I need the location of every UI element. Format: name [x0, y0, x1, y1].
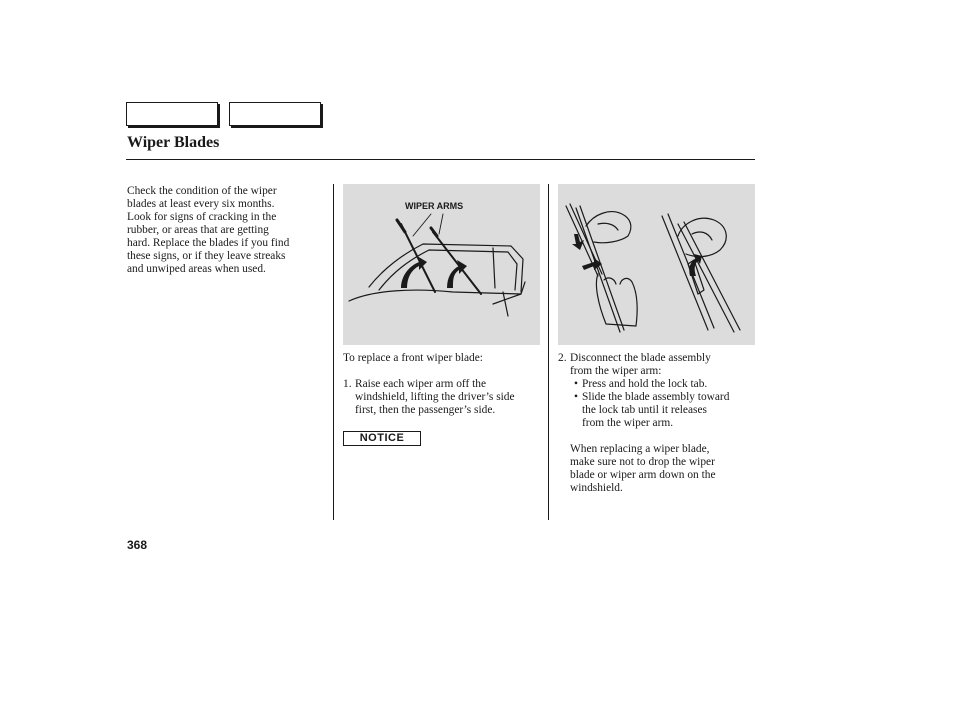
bullet-item	[582, 391, 729, 430]
text-line: Check the condition of the wiper	[127, 185, 277, 197]
text-line: blade or wiper arm down on the	[570, 469, 716, 481]
text-line: Press and hold the lock tab.	[582, 378, 708, 390]
text-line: these signs, or if they leave streaks	[127, 250, 286, 262]
text-line: from the wiper arm:	[570, 365, 662, 377]
text-line: make sure not to drop the wiper	[570, 456, 715, 468]
wiper-arms-illustration	[343, 184, 540, 345]
replace-intro: To replace a front wiper blade:	[343, 352, 483, 364]
section-tab-1[interactable]	[126, 102, 218, 126]
wiper-arms-callout: WIPER ARMS	[405, 201, 464, 211]
section-tab-2[interactable]	[229, 102, 321, 126]
text-line: first, then the passenger’s side.	[355, 404, 496, 416]
text-line: Raise each wiper arm off the	[355, 378, 487, 390]
text-line: and unwiped areas when used.	[127, 263, 266, 275]
intro-paragraph	[127, 185, 327, 276]
text-line: Slide the blade assembly toward	[582, 391, 730, 403]
page-number: 368	[127, 538, 148, 552]
text-line: When replacing a wiper blade,	[570, 443, 710, 455]
bullet-item	[582, 378, 707, 391]
bullet-dot: •	[574, 378, 578, 390]
step-2-text	[570, 352, 711, 378]
caution-paragraph	[570, 443, 716, 495]
text-line: Disconnect the blade assembly	[570, 352, 711, 364]
text-line: windshield.	[570, 482, 623, 494]
step-1-text	[355, 378, 515, 417]
bullet-dot: •	[574, 391, 578, 403]
step-1-number: 1.	[343, 378, 352, 390]
page-title: Wiper Blades	[127, 134, 220, 151]
blade-removal-illustration	[558, 184, 755, 345]
column-divider-2	[548, 184, 549, 520]
text-line: rubber, or areas that are getting	[127, 224, 269, 236]
hands-blade-drawing	[558, 184, 755, 345]
text-line: hard. Replace the blades if you find	[127, 237, 290, 249]
text-line: Look for signs of cracking in the	[127, 211, 277, 223]
text-line: windshield, lifting the driver’s side	[355, 391, 515, 403]
column-divider-1	[333, 184, 334, 520]
text-line: from the wiper arm.	[582, 417, 674, 429]
text-line: the lock tab until it releases	[582, 404, 707, 416]
notice-label: NOTICE	[343, 431, 421, 446]
title-divider	[126, 159, 755, 160]
text-line: blades at least every six months.	[127, 198, 275, 210]
step-2-number: 2.	[558, 352, 567, 364]
